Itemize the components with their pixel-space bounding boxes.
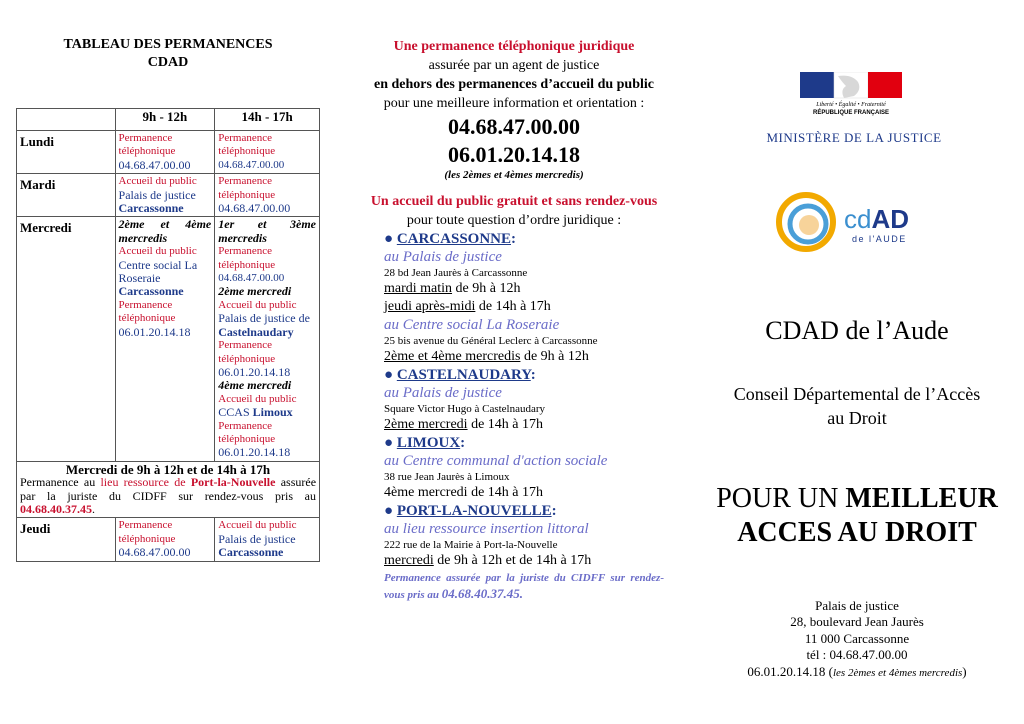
- phone-section-title: Une permanence téléphonique juridique: [393, 39, 635, 54]
- cell-text: Carcassonne: [218, 545, 284, 560]
- day-label: Jeudi: [17, 518, 116, 561]
- city-name: LIMOUX: [396, 435, 461, 451]
- city-name: PORT-LA-NOUVELLE: [396, 503, 552, 519]
- location-port-la-nouvelle: ● PORT-LA-NOUVELLE:: [384, 503, 557, 519]
- cell-text: Accueil du public: [218, 298, 297, 311]
- header-morning: 9h - 12h: [115, 109, 215, 131]
- phone-note: (les 2èmes et 4èmes mercredis): [444, 169, 584, 181]
- cell-text: Permanence: [218, 245, 273, 258]
- slogan-line1: [690, 482, 1024, 516]
- cell-morning: [115, 518, 215, 561]
- phone-number: 04.68.47.00.00: [118, 545, 191, 560]
- address: 222 rue de la Mairie à Port-la-Nouvelle: [384, 539, 558, 551]
- limoux-label: Limoux: [252, 405, 293, 420]
- rf-name: RÉPUBLIQUE FRANÇAISE: [812, 110, 890, 116]
- schedule-hours: de 9h à 12h et de 14h à 17h: [433, 553, 592, 568]
- phone-section-line: assurée par un agent de justice: [428, 58, 600, 73]
- address: 25 bis avenue du Général Leclerc à Carcassonne: [384, 335, 598, 347]
- table-row-mercredi-port: [17, 461, 320, 518]
- cell-text: Centre social La Roseraie: [118, 257, 198, 286]
- note-text: Permanence assurée par la juriste du CIDFF sur rendez-vous pris au: [384, 572, 664, 601]
- merged-t2: lieu ressource de: [100, 475, 186, 490]
- slogan-line2: ACCES AU DROIT: [737, 517, 977, 548]
- ministere-name: MINISTÈRE DE LA JUSTICE: [766, 130, 942, 145]
- logo-text: [844, 204, 909, 234]
- phone-number-secondary: 06.01.20.14.18: [448, 142, 580, 167]
- left-panel: [16, 0, 320, 560]
- city-name: CARCASSONNE: [396, 231, 511, 247]
- schedule-day: 2ème mercredi: [384, 417, 468, 432]
- cell-text: téléphonique: [218, 432, 276, 445]
- merged-t1: Permanence au: [20, 475, 96, 490]
- schedule-hours: de 14h à 17h: [467, 417, 543, 432]
- accueil-section: [364, 193, 664, 230]
- cell-text: Permanence: [118, 298, 173, 311]
- cell-text: 1er et 3ème mercredis: [218, 217, 316, 245]
- accueil-subtitle: pour toute question d’ordre juridique :: [406, 213, 622, 228]
- cell-text: téléphonique: [218, 352, 276, 365]
- slogan-part-bold: MEILLEUR: [845, 483, 998, 514]
- subtitle-line2: au Droit: [827, 408, 887, 428]
- location-castelnaudary: ● CASTELNAUDARY:: [384, 367, 536, 383]
- merged-text: [20, 476, 316, 516]
- cell-text: Palais de justice de: [218, 311, 310, 326]
- schedule-day: mardi matin: [384, 281, 453, 296]
- middle-panel: [364, 38, 664, 603]
- flag-blue: [800, 72, 834, 98]
- schedule-hours: de 9h à 12h: [520, 349, 589, 364]
- address: 28 bd Jean Jaurès à Carcassonne: [384, 267, 528, 279]
- ccas-label: CCAS: [218, 405, 250, 420]
- address-line: Palais de justice: [815, 598, 899, 613]
- main-subtitle: [690, 382, 1024, 430]
- city-name: CASTELNAUDARY: [396, 367, 531, 383]
- address-line: 11 000 Carcassonne: [804, 630, 910, 646]
- phone-section-line: en dehors des permanences d’accueil du public: [373, 77, 654, 92]
- cell-text: [218, 406, 316, 419]
- table-header-row: [17, 109, 320, 131]
- cell-text: 2ème et 4ème mercredis: [118, 217, 212, 245]
- address: 38 rue Jean Jaurès à Limoux: [384, 471, 510, 483]
- schedule-day: 2ème et 4ème mercredis: [384, 349, 521, 364]
- place-name: au Centre social La Roseraie: [384, 317, 560, 333]
- table-row-mercredi: [17, 217, 320, 461]
- schedule-hours: de 9h à 12h: [452, 281, 521, 296]
- cell-text: Permanence: [118, 132, 173, 144]
- phone-note-text: les 2èmes et 4èmes mercredis: [448, 169, 580, 181]
- schedule-table: [16, 108, 320, 562]
- logo-ad: AD: [871, 204, 910, 234]
- note-phone: 04.68.40.37.45.: [441, 586, 524, 601]
- cell-text: téléphonique: [118, 312, 176, 325]
- locations-list: [384, 230, 664, 603]
- logo-subtext: de l'AUDE: [852, 234, 907, 244]
- schedule-line: [384, 348, 664, 366]
- place-name: au Palais de justice: [384, 385, 502, 401]
- right-panel: [690, 0, 1024, 724]
- cell-text: Accueil du public: [118, 175, 197, 188]
- place-name: au lieu ressource insertion littoral: [384, 521, 589, 537]
- cell-text: Palais de justice: [118, 187, 196, 202]
- address-phone: tél : 04.68.47.00.00: [806, 647, 908, 663]
- merged-title: Mercredi de 9h à 12h et de 14h à 17h: [65, 461, 271, 477]
- rf-motto: Liberté • Égalité • Fraternité: [816, 102, 886, 108]
- cell-morning: [115, 217, 215, 461]
- table-row-jeudi: [17, 518, 320, 561]
- day-label: Lundi: [17, 131, 116, 174]
- slogan-part: POUR UN: [716, 483, 846, 514]
- cell-text: Carcassonne: [118, 201, 184, 216]
- contact-address: [690, 598, 1024, 681]
- cell-text: Carcassonne: [118, 284, 184, 299]
- cell-text: Castelnaudary: [218, 324, 294, 339]
- schedule-line: [384, 416, 664, 434]
- day-label: Mercredi: [17, 217, 116, 461]
- cell-afternoon: [215, 518, 320, 561]
- merged-t4: assurée par la juriste du CIDFF sur rendez-vous pris au: [20, 475, 317, 503]
- place-name: au Centre communal d'action sociale: [384, 453, 608, 469]
- location-limoux: ● LIMOUX:: [384, 435, 466, 451]
- phone-section-line: pour une meilleure information et orientation :: [383, 96, 645, 111]
- address: Square Victor Hugo à Castelnaudary: [384, 403, 546, 415]
- cidff-note: [384, 570, 664, 603]
- schedule-line: [384, 298, 664, 316]
- merged-t3: Port-la-Nouvelle: [190, 475, 276, 490]
- cell-afternoon: [215, 217, 320, 461]
- phone-section: [364, 38, 664, 181]
- merged-phone: 04.68.40.37.45: [20, 501, 92, 516]
- address-phone-2: 06.01.20.14.18 (les 2èmes et 4èmes mercredis): [747, 663, 967, 679]
- cell-morning: [115, 131, 215, 174]
- logo-center: [799, 215, 819, 235]
- schedule-title-line1: TABLEAU DES PERMANENCES: [63, 37, 273, 52]
- phone-number: 04.68.47.00.00: [218, 272, 285, 285]
- schedule-title-line2: CDAD: [147, 55, 189, 70]
- cdad-aude-logo: [776, 188, 926, 258]
- phone-number: 06.01.20.14.18: [747, 663, 826, 679]
- schedule-hours: de 14h à 17h: [475, 299, 551, 314]
- cell-text: Palais de justice: [218, 531, 296, 546]
- schedule-title: [16, 0, 320, 72]
- merged-t6: .: [92, 501, 95, 516]
- phone-number: 06.01.20.14.18: [118, 324, 191, 339]
- cell-text: téléphonique: [218, 258, 276, 271]
- merged-cell: [17, 461, 320, 518]
- schedule-day: mercredi: [384, 553, 434, 568]
- cell-text: téléphonique: [218, 188, 276, 201]
- schedule-line: 4ème mercredi de 14h à 17h: [384, 485, 543, 500]
- schedule-line: [384, 280, 664, 298]
- phone-number: 04.68.47.00.00: [218, 201, 291, 216]
- cell-text: 2ème mercredi: [218, 284, 292, 299]
- cell-text: téléphonique: [118, 145, 176, 158]
- header-afternoon: 14h - 17h: [215, 109, 320, 131]
- slogan: [690, 482, 1024, 550]
- cell-text: Permanence: [218, 339, 273, 352]
- main-title: CDAD de l’Aude: [765, 316, 949, 345]
- cell-text: Accueil du public: [218, 392, 297, 405]
- flag-red: [868, 72, 902, 98]
- phone-number-main: 04.68.47.00.00: [448, 114, 580, 139]
- accueil-title: Un accueil du public gratuit et sans rendez-vous: [370, 194, 658, 209]
- phone-number: 06.01.20.14.18: [218, 445, 291, 460]
- ministere-justice-logo: [766, 72, 942, 152]
- cell-text: Permanence: [218, 132, 273, 144]
- cell-morning: [115, 174, 215, 217]
- schedule-line: [384, 552, 664, 570]
- cell-text: Accueil du public: [118, 245, 197, 258]
- cell-text: Permanence: [218, 175, 273, 188]
- cell-text: téléphonique: [218, 145, 276, 158]
- logo-cd: cd: [844, 204, 872, 234]
- schedule-day: jeudi après-midi: [384, 299, 476, 314]
- subtitle-line1: Conseil Départemental de l’Accès: [733, 384, 981, 404]
- phone-note: les 2èmes et 4èmes mercredis: [832, 666, 963, 679]
- phone-number: 04.68.47.00.00: [218, 158, 285, 171]
- cell-text: Permanence: [218, 419, 273, 432]
- day-label: Mardi: [17, 174, 116, 217]
- cell-afternoon: [215, 131, 320, 174]
- location-carcassonne: ● CARCASSONNE:: [384, 231, 516, 247]
- cell-text: 4ème mercredi: [218, 378, 292, 393]
- phone-number: 06.01.20.14.18: [218, 364, 291, 379]
- phone-number: 04.68.47.00.00: [118, 157, 191, 172]
- place-name: au Palais de justice: [384, 249, 502, 265]
- cell-text: Permanence: [118, 519, 173, 532]
- table-row-mardi: [17, 174, 320, 217]
- cell-afternoon: [215, 174, 320, 217]
- table-row-lundi: [17, 131, 320, 174]
- cell-text: téléphonique: [118, 532, 176, 545]
- header-empty-cell: [17, 109, 116, 131]
- address-line: 28, boulevard Jean Jaurès: [790, 614, 924, 630]
- cell-text: Accueil du public: [218, 519, 297, 532]
